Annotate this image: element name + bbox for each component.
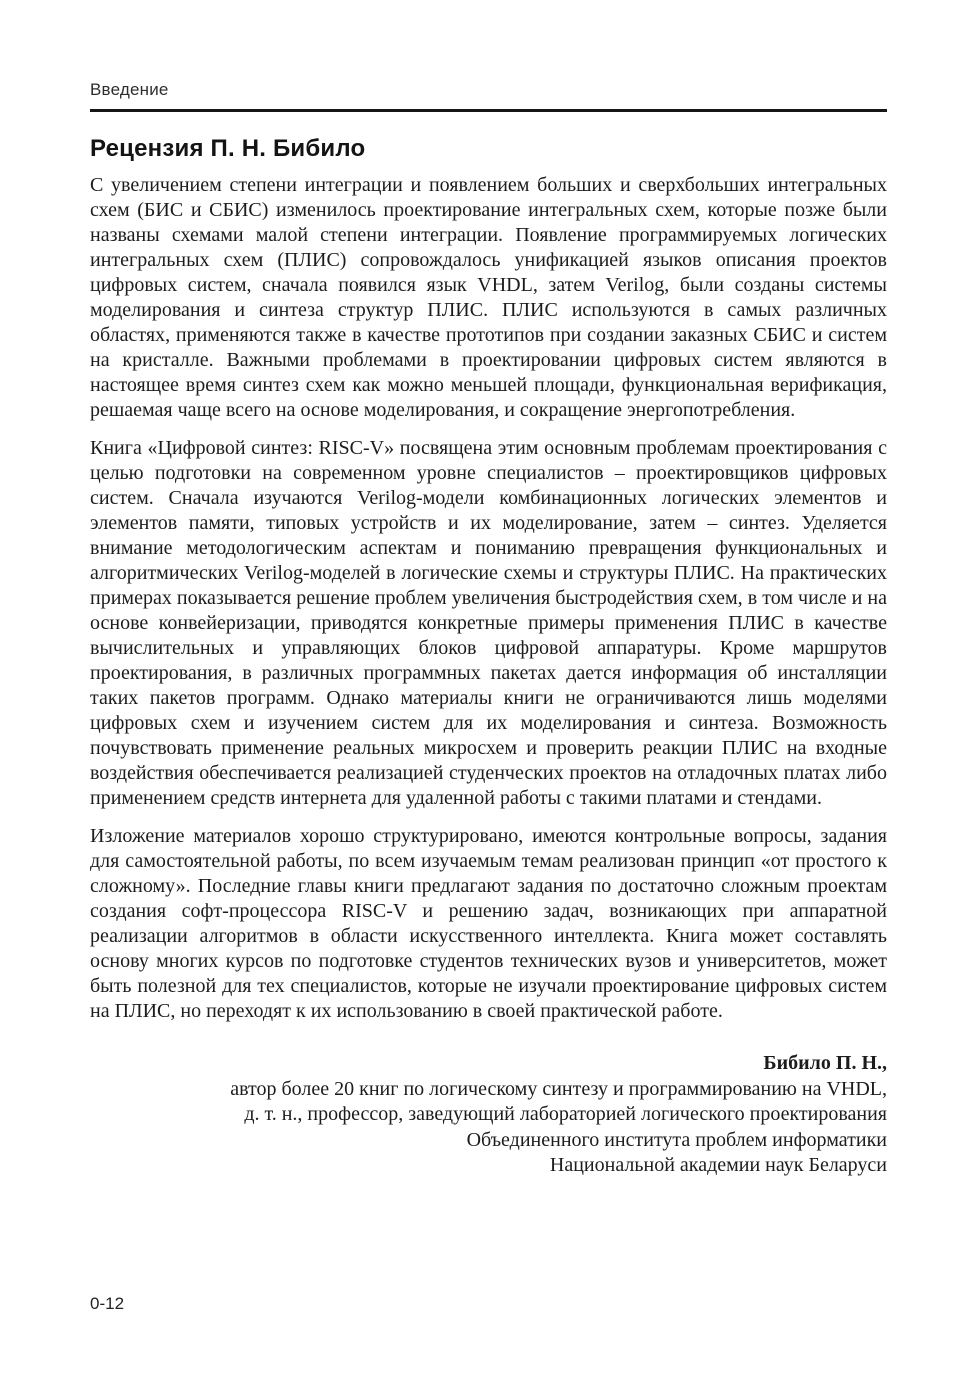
signature-line-4: Национальной академии наук Беларуси [549, 1154, 887, 1176]
review-body [90, 173, 887, 1024]
page-number: 0-12 [90, 1294, 125, 1313]
paragraph-2: Книга «Цифровой синтез: RISC-V» посвящена этим основным проблемам проектирования с целью подготовки на современном уровне специалистов – проектировщиков цифровых систем. Сначала изучаются Verilog-модели комбинационных логических элементов и элементов памяти, типовых устройств и их моделирование, затем – синтез. Уделяется внимание методологическим аспектам и пониманию превращения функциональных и алгоритмических Verilog-моделей в логические схемы и структуры ПЛИС. На практических примерах показывается решение проблем увеличения быстродействия схем, в том числе и на основе конвейеризации, приводятся конкретные примеры применения ПЛИС в качестве вычислительных и управляющих блоков цифровой аппаратуры. Кроме маршрутов проектирования, в различных программных пакетах дается информация об инсталляции таких пакетов программ. Однако материалы книги не ограничиваются лишь моделями цифровых схем и изучением систем для их моделирования и синтеза. Возможность почувствовать применение реальных микросхем и проверить реакции ПЛИС на входные воздействия обеспечивается реализацией студенческих проектов на отладочных платах либо применением средств интернета для удаленной работы с такими платами и стендами. [90, 437, 887, 809]
running-header: Введение [90, 80, 169, 99]
paragraph-3: Изложение материалов хорошо структурировано, имеются контрольные вопросы, задания для самостоятельной работы, по всем изучаемым темам реализован принцип «от простого к сложному». Последние главы книги предлагают задания по достаточно сложным проектам создания софт-процессора RISC-V и решению задач, возникающих при аппаратной реализации алгоритмов в области искусственного интеллекта. Книга может составлять основу многих курсов по подготовке студентов технических вузов и университетов, может быть полезной для тех специалистов, которые не изучали проектирование цифровых систем на ПЛИС, но переходят к их использованию в своей практической работе. [90, 825, 887, 1022]
signature-name: Бибило П. Н., [763, 1052, 887, 1074]
paragraph-1: С увеличением степени интеграции и появлением больших и сверхбольших интегральных схем (БИС и СБИС) изменилось проектирование интегральных схем, которые позже были названы схемами малой степени интеграции. Появление программируемых логических интегральных схем (ПЛИС) сопровождалось унификацией языков описания проектов цифровых систем, сначала появился язык VHDL, затем Verilog, были созданы системы моделирования и синтеза структур ПЛИС. ПЛИС используются в самых различных областях, применяются также в качестве прототипов при создании заказных СБИС и систем на кристалле. Важными проблемами в проектировании цифровых систем являются в настоящее время синтез схем как можно меньшей площади, функциональная верификация, решаемая чаще всего на основе моделирования, и сокращение энергопотребления. [90, 174, 887, 421]
signature-block [90, 1051, 887, 1179]
page-content [90, 0, 887, 1179]
section-title: Рецензия П. Н. Бибило [90, 135, 366, 162]
signature-line-1: автор более 20 книг по логическому синтезу и программированию на VHDL, [230, 1077, 887, 1100]
signature-line-3: Объединенного института проблем информатики [466, 1128, 887, 1151]
header-rule [90, 109, 887, 112]
signature-line-2: д. т. н., профессор, заведующий лабораторией логического проектирования [244, 1103, 887, 1125]
